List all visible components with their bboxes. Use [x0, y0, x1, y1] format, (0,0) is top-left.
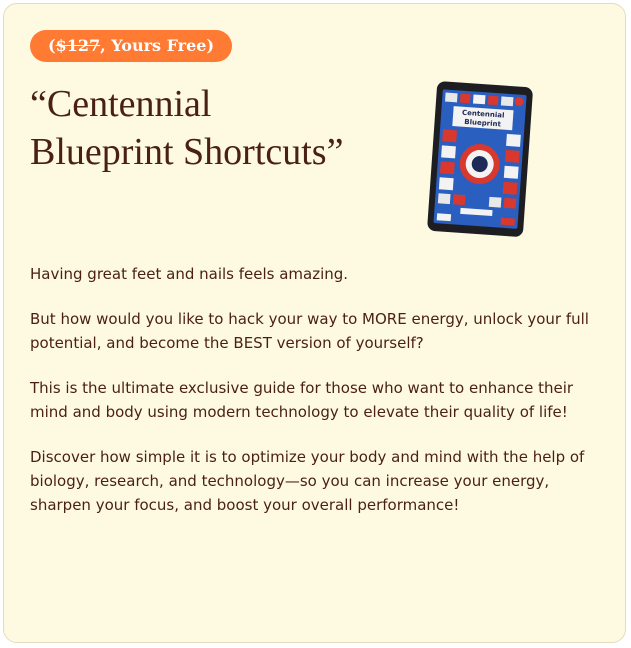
description-paragraph-1: Having great feet and nails feels amazing.: [30, 265, 349, 283]
price-badge: [30, 30, 232, 62]
offer-card: [3, 3, 626, 643]
description-paragraph-4: Discover how simple it is to optimize your body and mind with the help of biology, research, and technology—so you can increase your energy, sharpen your focus, and boost your overall performance!: [30, 448, 585, 514]
description-paragraph-2: But how would you like to hack your way to MORE energy, unlock your full potential, and become the BEST version of yourself?: [30, 310, 589, 352]
product-title-line1: “Centennial: [30, 83, 212, 125]
description: [30, 262, 610, 538]
price-badge-open: (: [48, 36, 56, 55]
ebook-tablet-image: [424, 80, 534, 240]
original-price: $127: [55, 36, 101, 55]
product-title-line2: Blueprint Shortcuts”: [30, 131, 344, 173]
ebook-title-line2: Blueprint: [464, 117, 502, 129]
product-title: [30, 80, 410, 176]
ebook-title-line1: Centennial: [461, 108, 505, 120]
free-label: , Yours Free): [100, 36, 215, 55]
description-paragraph-3: This is the ultimate exclusive guide for those who want to enhance their mind and body using modern technology to elevate their quality of life!: [30, 379, 574, 421]
